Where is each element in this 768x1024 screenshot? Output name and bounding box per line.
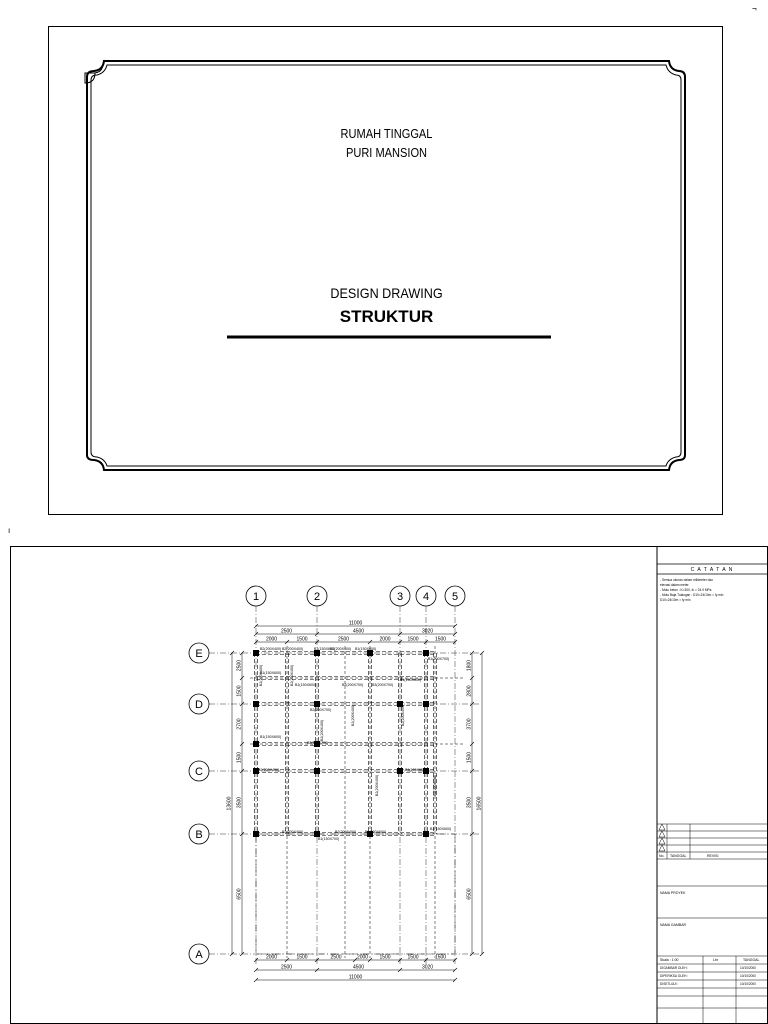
dim-top-row2-label: 2500 xyxy=(337,636,350,643)
signature-date: 10/10/2000 xyxy=(740,966,756,970)
beam-label: B2(200X400) xyxy=(290,664,294,686)
note-line: - Mutu beton : K=300, fc = 24.9 MPa xyxy=(660,588,712,592)
dim-top-row1-label: 3020 xyxy=(421,628,434,635)
beam-label: B1(150X600) xyxy=(314,647,336,651)
crop-mark: ı xyxy=(8,526,11,535)
beam-label: B2(200X400) xyxy=(260,647,282,651)
crop-mark: ¬ xyxy=(752,4,757,13)
beam-label: B2(200X400) xyxy=(259,664,263,686)
grid-label-5: 5 xyxy=(451,591,459,603)
note-line: elevasi dalam meter. xyxy=(660,583,690,587)
project-title-line1: RUMAH TINGGAL xyxy=(340,126,433,141)
note-line: D10=24/10m = fy min xyxy=(660,598,691,602)
beam-label: B2(200X400) xyxy=(433,774,437,796)
structural-plan-sheet xyxy=(10,546,768,1024)
dim-top-row2-label: 1500 xyxy=(407,636,419,643)
grid-label-4: 4 xyxy=(422,591,430,603)
ornamental-frame xyxy=(49,27,724,516)
beam-label: B1(150X600) xyxy=(260,671,282,675)
dim-left-label: 1500 xyxy=(236,751,243,764)
dim-right-label: 3700 xyxy=(466,718,473,730)
grid-label-D: D xyxy=(195,699,203,711)
dim-bottom-row1-label: 1500 xyxy=(434,954,447,961)
dim-bottom-row1-label: 2000 xyxy=(265,954,278,961)
dim-top-overall-label: 11000 xyxy=(348,620,363,627)
dim-bottom-row2-label: 2500 xyxy=(280,964,293,971)
beam-label: B1(150X600) xyxy=(355,647,377,651)
signature-date: 10/10/2000 xyxy=(740,974,756,978)
grid-label-C: C xyxy=(195,766,203,778)
grid-label-E: E xyxy=(195,648,203,660)
dim-left-label: 6500 xyxy=(236,888,243,900)
dim-bottom-row1-label: 2000 xyxy=(356,954,369,961)
column xyxy=(314,701,320,707)
rev-col-date: TANGGAL xyxy=(670,854,687,858)
signature-role: DISETUJUI : xyxy=(660,982,679,986)
beam-label: B2(200X400) xyxy=(335,830,357,834)
dim-left-label: 2700 xyxy=(236,718,243,730)
structural-plan-drawing xyxy=(10,546,768,1024)
dim-bottom-overall-label: 11000 xyxy=(348,974,363,981)
grid-label-1: 1 xyxy=(252,591,260,603)
note-line: - Mutu Baja Tulangan : D10=24/10m = fy min xyxy=(660,593,724,597)
column xyxy=(253,741,259,747)
date-col-label: TANGGAL xyxy=(743,958,760,962)
revision-triangle-icon xyxy=(659,845,665,851)
grid-label-2: 2 xyxy=(313,591,321,603)
dim-bottom-row1-label: 1500 xyxy=(379,954,391,961)
dim-top-row2-label: 2000 xyxy=(265,636,278,643)
dim-left-label: 1500 xyxy=(236,685,243,697)
beam-label: B3(200X700) xyxy=(372,683,394,687)
column xyxy=(253,701,259,707)
beam-label: B2(200X700) xyxy=(307,741,329,745)
dim-top-row2-label: 1500 xyxy=(296,636,308,643)
rev-col-no: No. xyxy=(659,854,665,858)
beam-label: B2(200X400) xyxy=(258,768,280,772)
discipline-title: STRUKTUR xyxy=(339,307,434,326)
dim-bottom-row1-label: 1500 xyxy=(296,954,308,961)
dim-right-label: 1500 xyxy=(466,751,473,764)
drawing-type-label: DESIGN DRAWING xyxy=(330,285,443,301)
cover-sheet xyxy=(48,26,723,515)
signature-role: DIGAMBAR OLEH : xyxy=(660,966,689,970)
signature-date: 10/10/2000 xyxy=(740,982,756,986)
dim-top-row1-label: 2500 xyxy=(280,628,293,635)
dim-right-label: 3500 xyxy=(466,796,473,809)
dim-left-label: 2500 xyxy=(236,659,243,672)
beam-label: B2(200X400) xyxy=(282,830,304,834)
dim-bottom-row2-label: 4500 xyxy=(352,964,365,971)
beam-label: B2(200X400) xyxy=(375,774,379,796)
beam-label: B2(200X400) xyxy=(401,704,405,726)
title-block xyxy=(657,564,768,1024)
revision-triangle-icon xyxy=(659,824,665,830)
beam-label: B1(150X600) xyxy=(260,735,282,739)
scale-label: Skala : 1:00 xyxy=(660,958,679,962)
open-area-outline xyxy=(256,834,455,954)
dim-top-row2-label: 2000 xyxy=(379,636,391,643)
grid-label-3: 3 xyxy=(396,591,404,603)
sheet-label: Lbr xyxy=(713,958,719,962)
rev-col-revision: REVISI xyxy=(707,854,719,858)
beam-label: B1(150X600) xyxy=(430,827,452,831)
beam-label: B2(200X700) xyxy=(342,683,364,687)
notes-header: C A T A T A N xyxy=(690,567,734,573)
beam-label: B1(150X700) xyxy=(318,837,340,841)
dim-bottom-row2-label: 3020 xyxy=(421,964,434,971)
drawing-name-label: NAMA GAMBAR xyxy=(660,923,687,927)
note-line: - Semua ukuran dalam millimeter dan xyxy=(660,578,713,582)
beam-label: B1(150X600) xyxy=(295,683,317,687)
dim-right-label: 6500 xyxy=(466,888,473,900)
beam-label: B2(200X400) xyxy=(330,647,352,651)
dim-right-label: 2800 xyxy=(466,685,473,697)
dim-right-label: 1800 xyxy=(466,659,473,672)
dim-bottom-row1-label: 2500 xyxy=(330,954,342,961)
beam-label: B2(200X400) xyxy=(320,719,324,741)
beam-label: B1(150X600) xyxy=(365,830,387,834)
column xyxy=(397,768,403,774)
floor-plan xyxy=(189,586,484,982)
beam-label: B1(150X600) xyxy=(405,768,427,772)
dim-left-label: 3500 xyxy=(236,796,243,809)
beam-label: B1(150X600) xyxy=(400,678,422,682)
beam-label: B1(200X700) xyxy=(428,657,450,661)
dim-bottom-row1-label: 1500 xyxy=(407,954,419,961)
beam-label: B2(200X400) xyxy=(282,647,304,651)
grid-label-A: A xyxy=(195,949,203,961)
project-title-line2: PURI MANSION xyxy=(345,145,428,160)
project-name-label: NAMA PROYEK xyxy=(660,891,686,895)
signature-role: DIPERIKSA OLEH : xyxy=(660,974,689,978)
column xyxy=(423,701,429,707)
beam-label: B2(200X400) xyxy=(351,704,355,726)
beam-label: B2(200X700) xyxy=(310,708,332,712)
dim-right-overall-label: 16500 xyxy=(476,796,483,811)
dim-left-overall-label: 13600 xyxy=(226,796,233,811)
column xyxy=(314,768,320,774)
dim-top-row1-label: 4500 xyxy=(352,628,365,635)
dim-top-row2-label: 1500 xyxy=(434,636,447,643)
column xyxy=(253,650,259,656)
revision-triangle-icon xyxy=(659,838,665,844)
revision-triangle-icon xyxy=(659,831,665,837)
grid-label-B: B xyxy=(195,829,203,841)
column xyxy=(423,650,429,656)
